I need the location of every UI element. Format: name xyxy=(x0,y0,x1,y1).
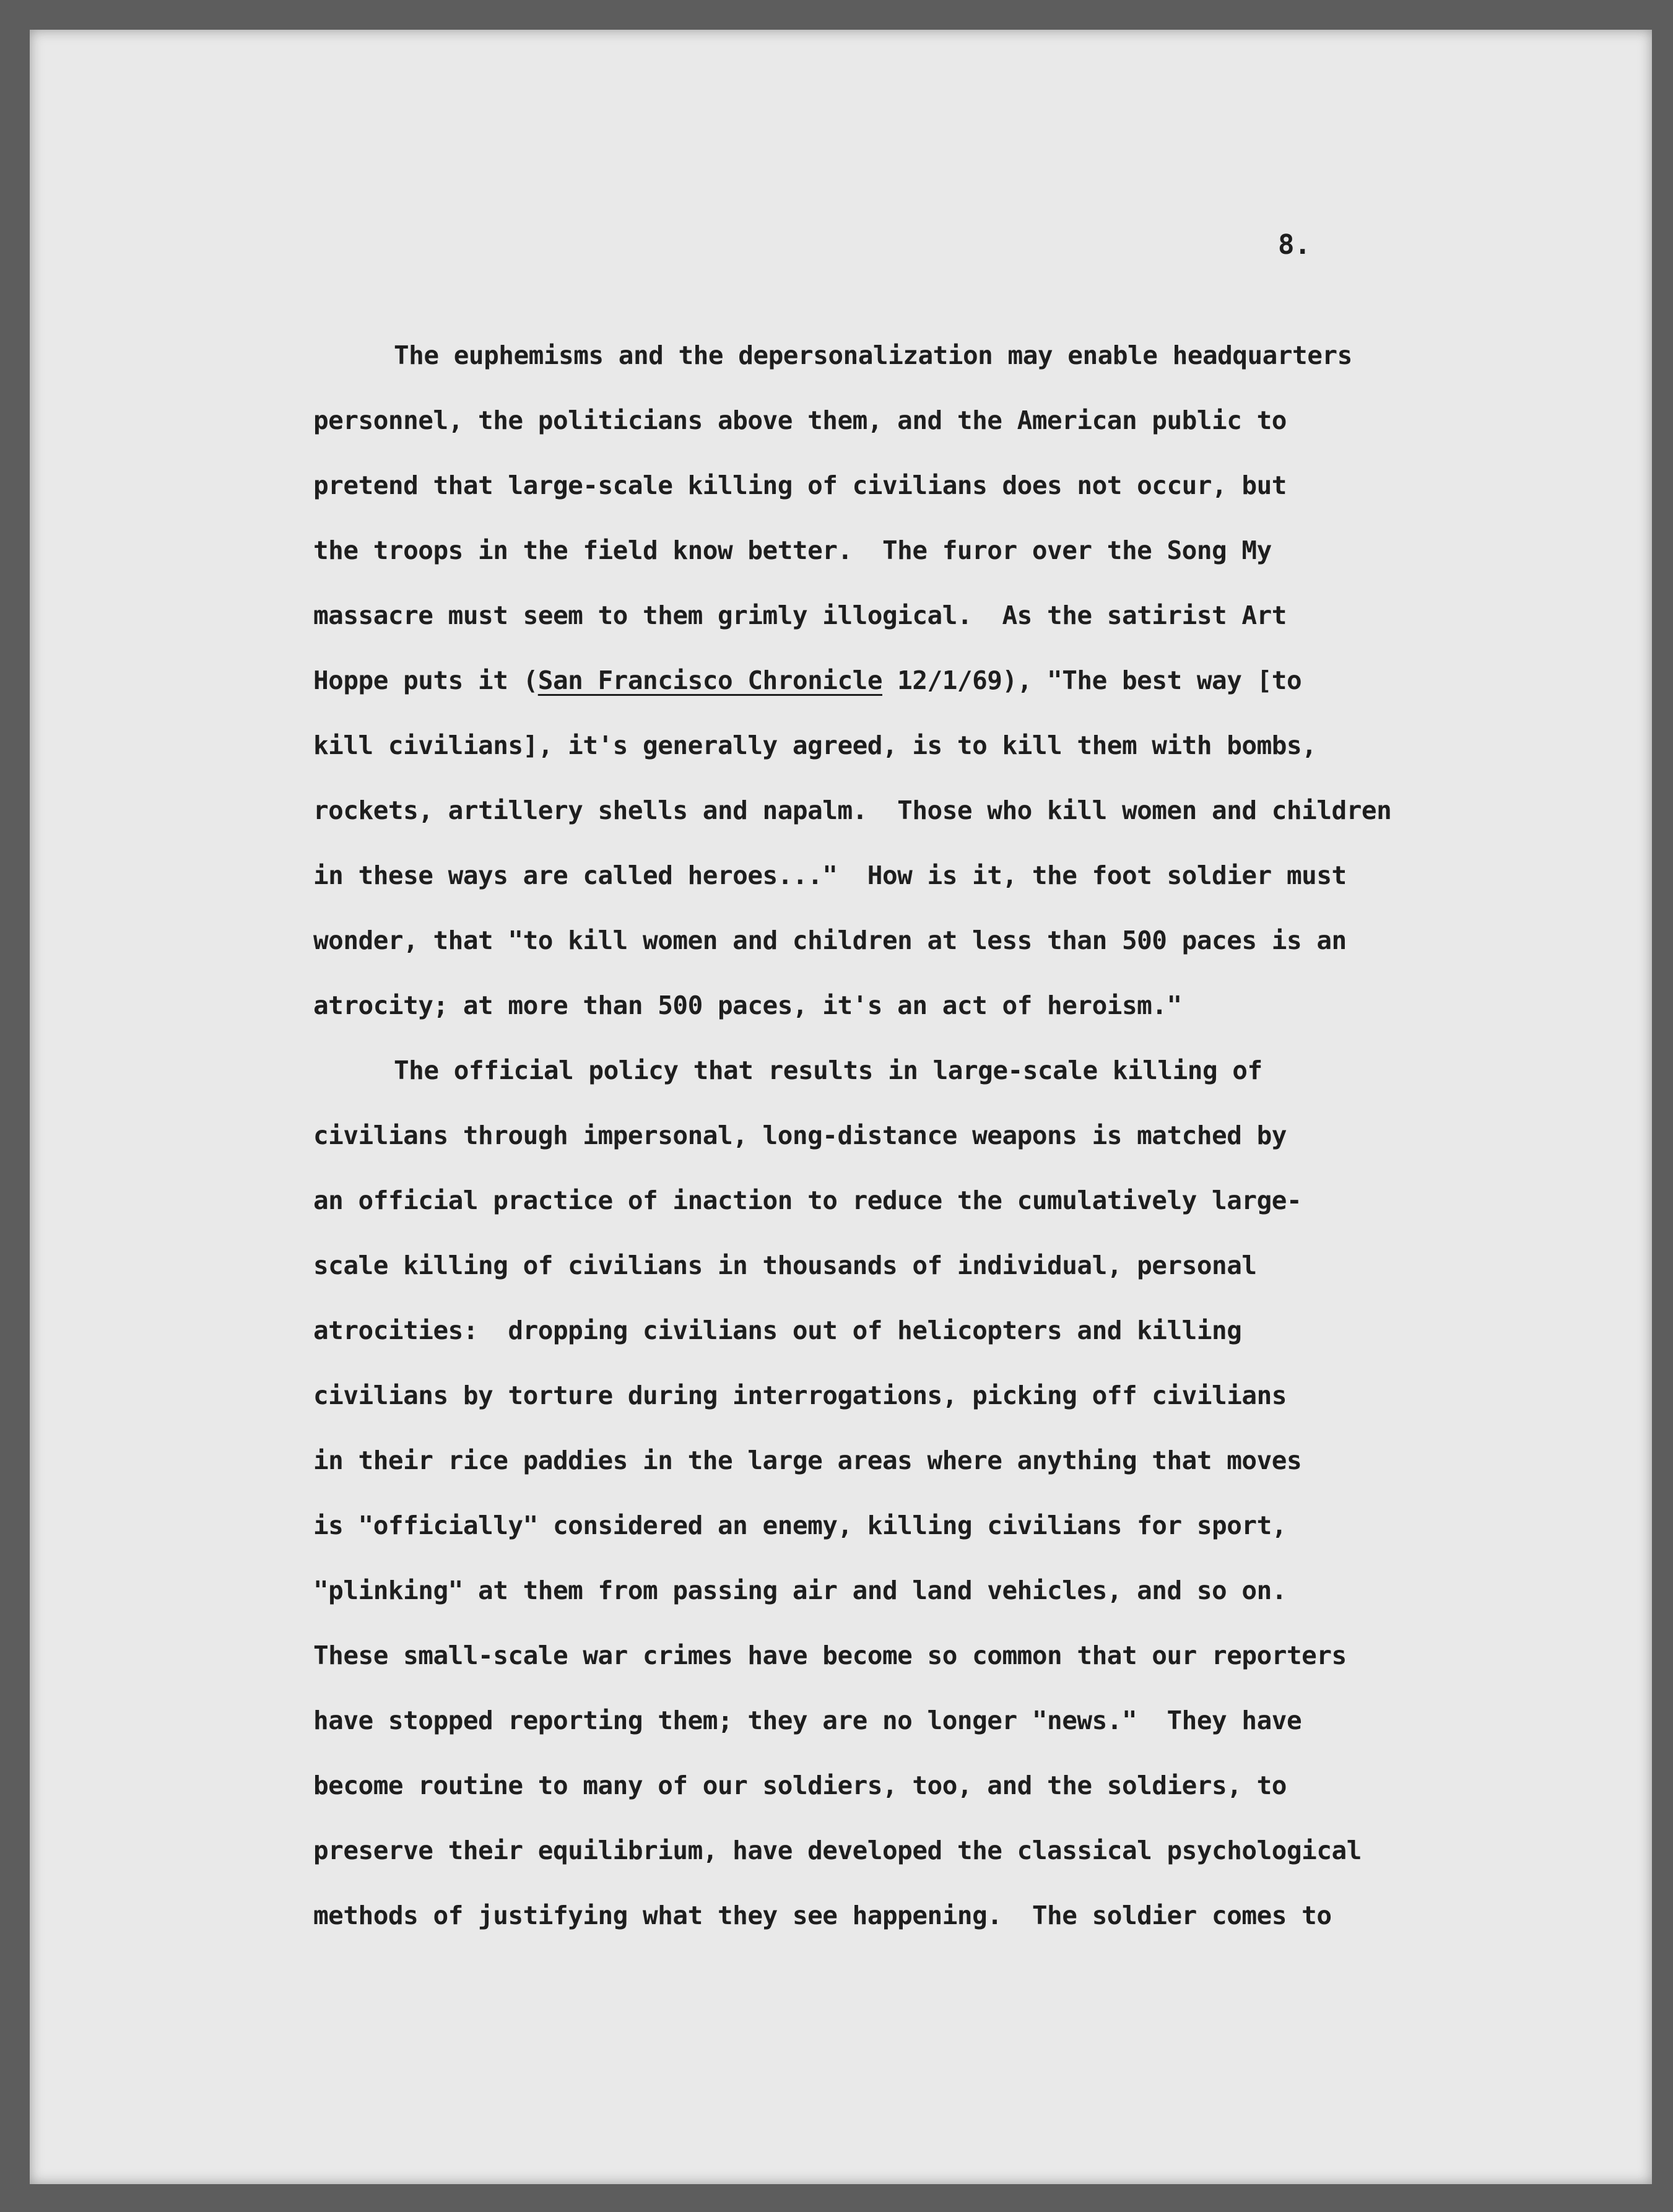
text-line: personnel, the politicians above them, and the American public to xyxy=(313,406,1287,435)
text-line: These small-scale war crimes have become so common that our reporters xyxy=(313,1641,1347,1670)
text-line: wonder, that "to kill women and children at less than 500 paces is an xyxy=(313,926,1347,955)
text-line: "plinking" at them from passing air and land vehicles, and so on. xyxy=(313,1576,1287,1605)
text-segment: 12/1/69), "The best way [to xyxy=(882,666,1302,695)
text-line: The official policy that results in large-scale killing of xyxy=(394,1056,1262,1085)
paragraph-2 xyxy=(313,1038,1558,1948)
text-line: preserve their equilibrium, have developed the classical psychological xyxy=(313,1836,1362,1865)
text-line xyxy=(313,648,1558,713)
text-line: rockets, artillery shells and napalm. Those who kill women and children xyxy=(313,796,1392,825)
text-line: have stopped reporting them; they are no longer "news." They have xyxy=(313,1706,1302,1735)
text-line: scale killing of civilians in thousands of individual, personal xyxy=(313,1251,1257,1280)
text-line: massacre must seem to them grimly illogical. As the satirist Art xyxy=(313,601,1287,630)
text-line: kill civilians], it's generally agreed, is to kill them with bombs, xyxy=(313,731,1317,760)
body-text xyxy=(313,323,1558,1948)
text-line: civilians through impersonal, long-distance weapons is matched by xyxy=(313,1121,1287,1150)
text-line: pretend that large-scale killing of civilians does not occur, but xyxy=(313,471,1287,500)
paragraph-1 xyxy=(313,323,1558,1038)
text-line: atrocities: dropping civilians out of helicopters and killing xyxy=(313,1316,1242,1345)
text-line: civilians by torture during interrogations, picking off civilians xyxy=(313,1381,1287,1410)
text-line: methods of justifying what they see happening. The soldier comes to xyxy=(313,1901,1332,1930)
text-line: the troops in the field know better. The furor over the Song My xyxy=(313,536,1272,565)
text-line: an official practice of inaction to reduce the cumulatively large- xyxy=(313,1186,1302,1215)
text-line: become routine to many of our soldiers, too, and the soldiers, to xyxy=(313,1771,1287,1800)
text-line: is "officially" considered an enemy, killing civilians for sport, xyxy=(313,1511,1287,1540)
publication-title: San Francisco Chronicle xyxy=(537,666,882,695)
text-segment: Hoppe puts it ( xyxy=(313,666,538,695)
page-number: 8. xyxy=(1278,229,1311,261)
document-page xyxy=(30,30,1652,2184)
text-line: in their rice paddies in the large areas where anything that moves xyxy=(313,1446,1302,1475)
text-line: in these ways are called heroes..." How is it, the foot soldier must xyxy=(313,861,1347,890)
text-line: The euphemisms and the depersonalization may enable headquarters xyxy=(394,340,1352,370)
text-line: atrocity; at more than 500 paces, it's an act of heroism." xyxy=(313,991,1182,1020)
